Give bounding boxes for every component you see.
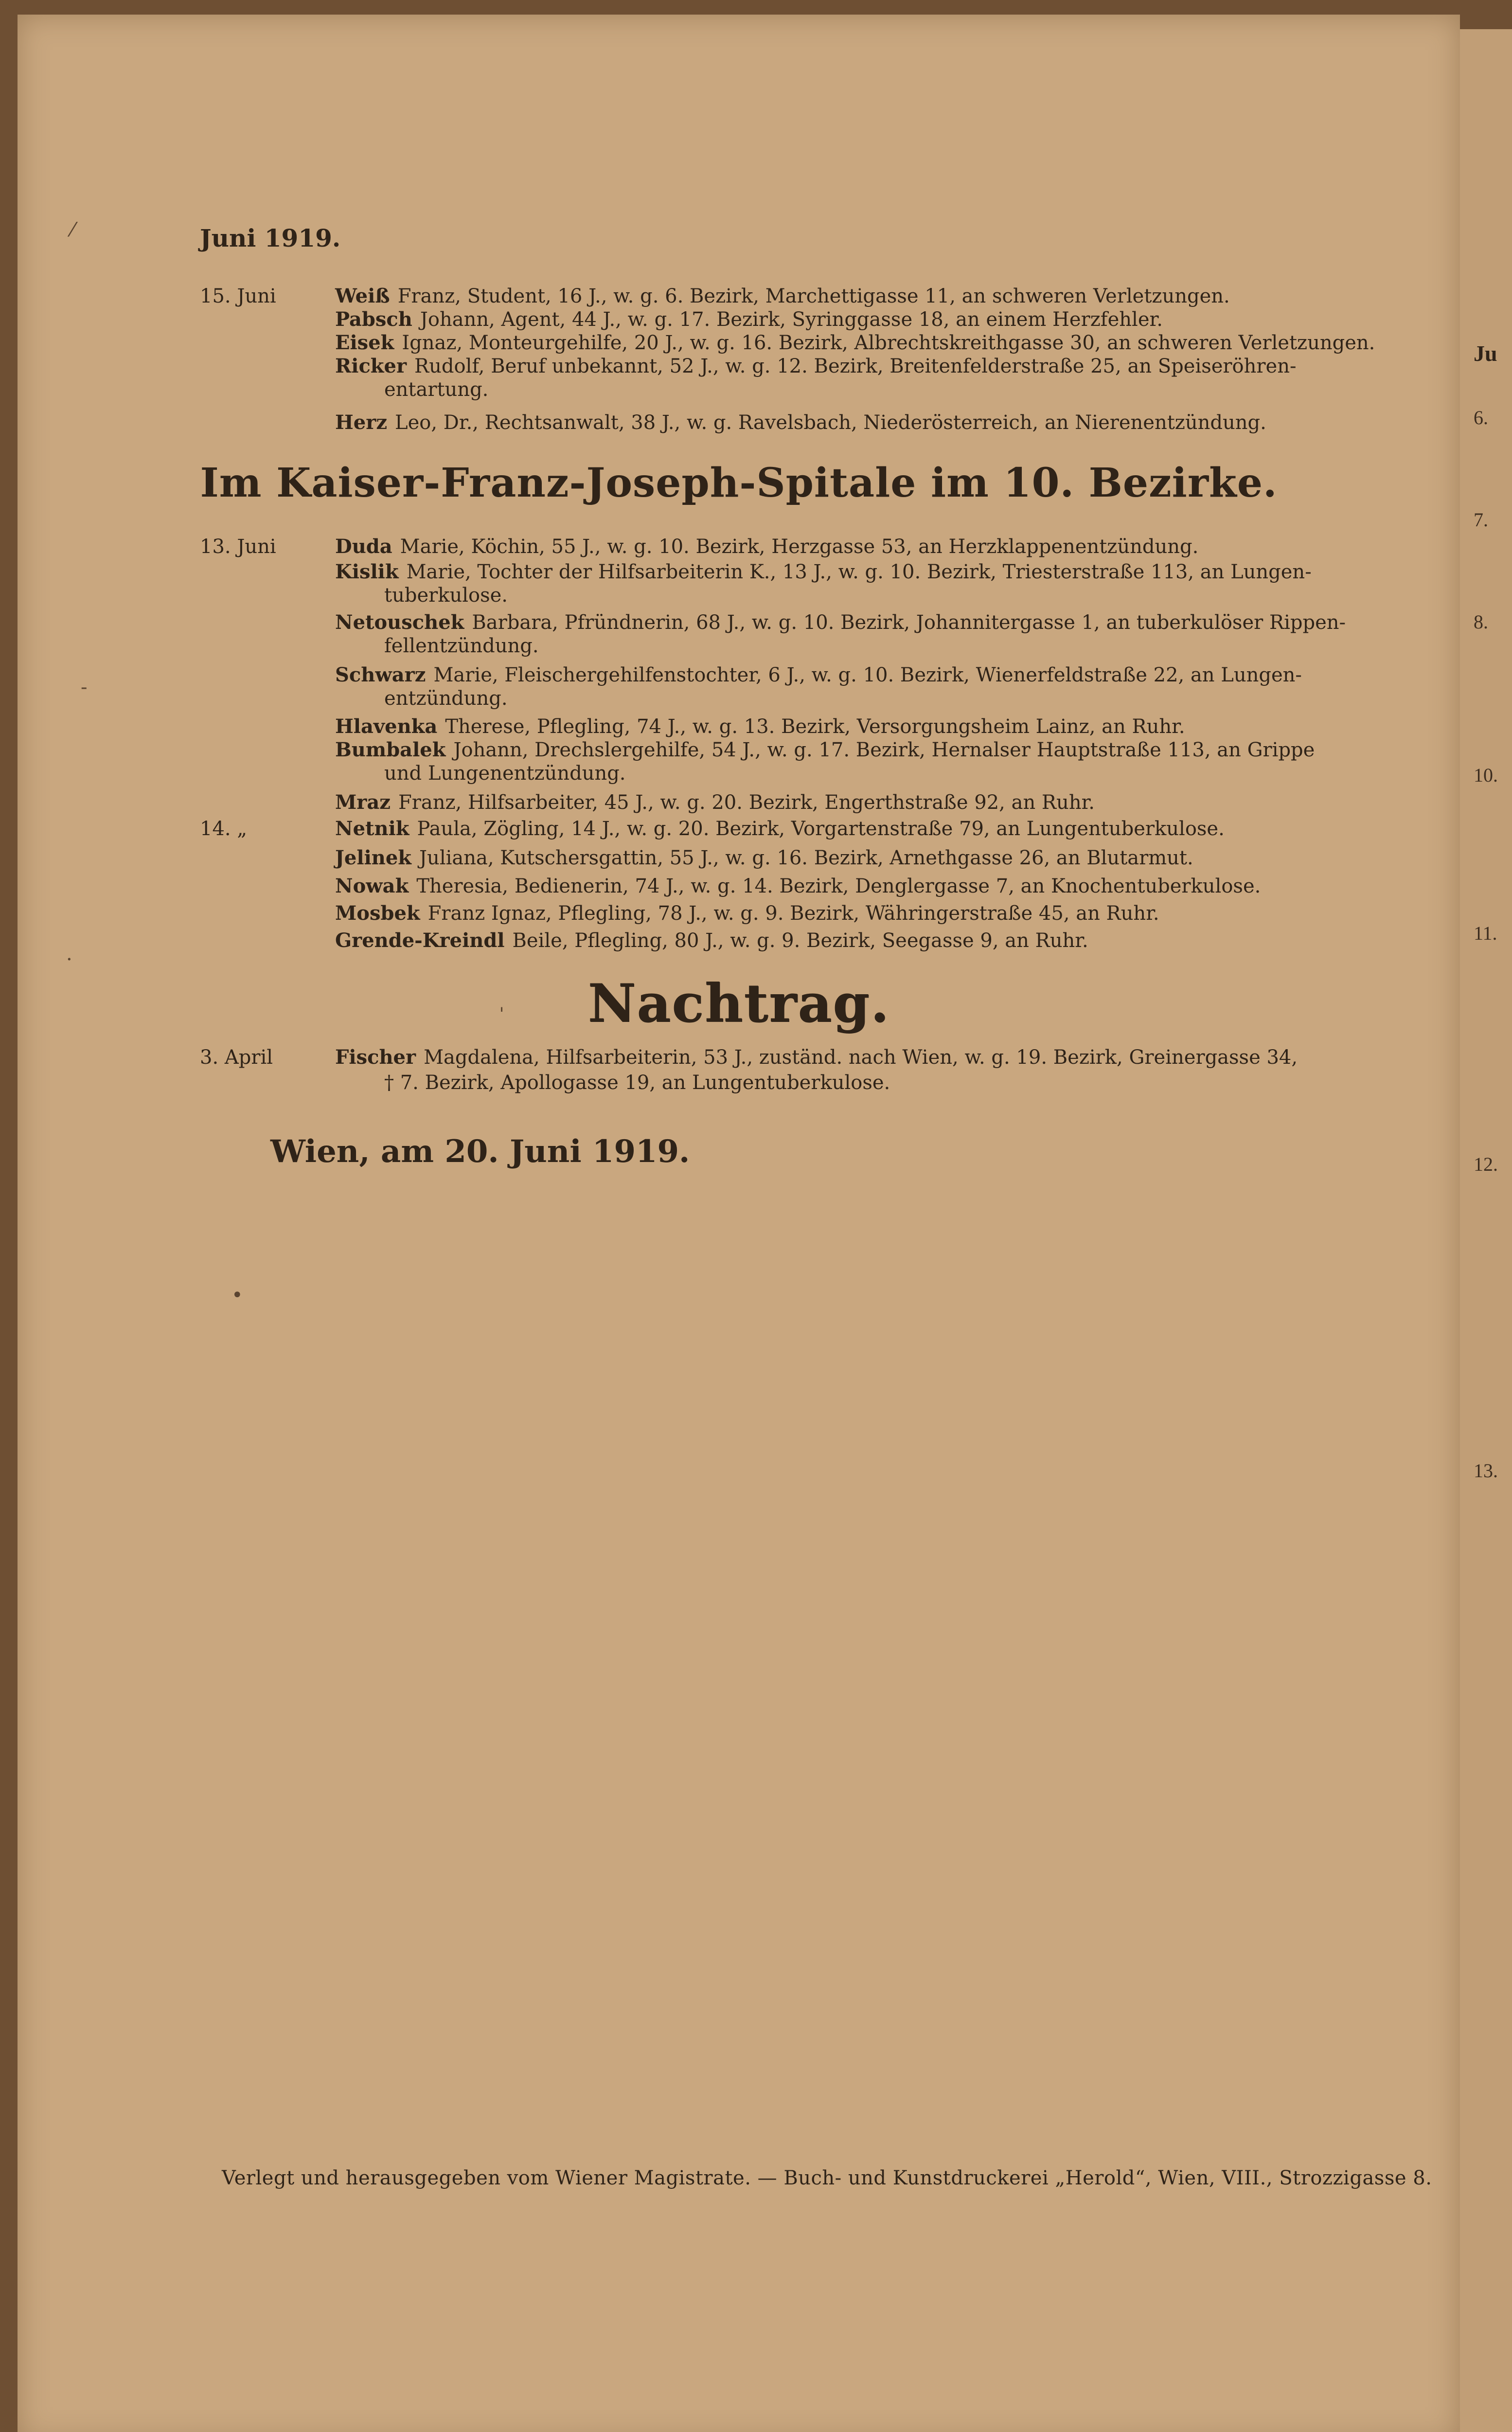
entry-name: Netnik <box>335 817 409 840</box>
entry-continuation: entartung. <box>384 378 489 401</box>
next-page-edge <box>1454 29 1512 2432</box>
pencil-mark: · <box>66 948 72 971</box>
entry-date: 14. „ <box>200 818 248 840</box>
page-header-month: Juni 1919. <box>200 224 341 252</box>
entry-text: Paula, Zögling, 14 J., w. g. 20. Bezirk, Vorgartenstraße 79, an Lungentuberkulose. <box>417 818 1225 840</box>
entry-date: 13. Juni <box>200 536 276 558</box>
entry-name: Nowak <box>335 875 409 897</box>
entry-text: Johann, Drechslergehilfe, 54 J., w. g. 17. Bezirk, Hernalser Hauptstraße 113, an Grippe <box>453 739 1315 761</box>
document-page <box>18 15 1460 2432</box>
edge-page-number: 8. <box>1474 611 1488 633</box>
entry-text: Franz Ignaz, Pflegling, 78 J., w. g. 9. Bezirk, Währingerstraße 45, an Ruhr. <box>427 902 1159 925</box>
entry-date: 3. April <box>200 1046 273 1069</box>
entry-text: Franz, Hilfsarbeiter, 45 J., w. g. 20. Bezirk, Engerthstraße 92, an Ruhr. <box>398 791 1095 814</box>
entry-name: Kislik <box>335 560 399 583</box>
supplement-title: Nachtrag. <box>587 973 890 1034</box>
entry-name: Schwarz <box>335 663 426 686</box>
entry-text: Rudolf, Beruf unbekannt, 52 J., w. g. 12. Bezirk, Breitenfelderstraße 25, an Speiseröhren- <box>414 355 1297 377</box>
entry-name: Duda <box>335 535 392 558</box>
edge-page-number: 10. <box>1474 764 1498 786</box>
entry-continuation: † 7. Bezirk, Apollogasse 19, an Lungentuberkulose. <box>384 1072 890 1094</box>
entry-text: Beile, Pflegling, 80 J., w. g. 9. Bezirk, Seegasse 9, an Ruhr. <box>512 930 1088 952</box>
edge-page-heading: Ju <box>1474 341 1497 366</box>
entry-continuation: tuberkulose. <box>384 584 508 607</box>
entry-name: Mosbek <box>335 902 420 925</box>
entry-text: Franz, Student, 16 J., w. g. 6. Bezirk, Marchettigasse 11, an schweren Verletzungen. <box>397 285 1230 307</box>
entry-text: Theresia, Bedienerin, 74 J., w. g. 14. Bezirk, Denglergasse 7, an Knochentuberkulose. <box>416 875 1261 897</box>
entry-name: Netouschek <box>335 611 464 634</box>
entry-text: Leo, Dr., Rechtsanwalt, 38 J., w. g. Ravelsbach, Niederösterreich, an Nierenentzündung. <box>395 411 1266 434</box>
entry-date: 15. Juni <box>200 285 276 307</box>
entry-continuation: und Lungenentzündung. <box>384 762 626 785</box>
entry-name: Mraz <box>335 791 391 814</box>
entry-text: Juliana, Kutschersgattin, 55 J., w. g. 16. Bezirk, Arnethgasse 26, an Blutarmut. <box>419 847 1193 869</box>
entry-name: Weiß <box>335 285 390 307</box>
edge-page-number: 11. <box>1474 922 1497 944</box>
entry-name: Grende-Kreindl <box>335 929 505 952</box>
closing-place-date: Wien, am 20. Juni 1919. <box>270 1133 690 1170</box>
ink-dot: • <box>231 1284 243 1306</box>
entry-text: Marie, Tochter der Hilfsarbeiterin K., 13 J., w. g. 10. Bezirk, Triesterstraße 113, an Lungen- <box>406 561 1312 583</box>
edge-page-number: 6. <box>1474 407 1488 429</box>
entry-name: Bumbalek <box>335 738 446 761</box>
entry-name: Fischer <box>335 1046 416 1069</box>
edge-page-number: 7. <box>1474 509 1488 531</box>
entry-name: Eisek <box>335 331 394 354</box>
edge-page-number: 13. <box>1474 1460 1498 1482</box>
edge-page-number: 12. <box>1474 1153 1498 1175</box>
pencil-mark: ‐ <box>81 676 88 698</box>
entry-text: Marie, Fleischergehilfenstochter, 6 J., w. g. 10. Bezirk, Wienerfeldstraße 22, an Lungen- <box>433 664 1302 686</box>
entry-text: Ignaz, Monteurgehilfe, 20 J., w. g. 16. Bezirk, Albrechtskreithgasse 30, an schweren Verletzungen. <box>402 332 1375 354</box>
pencil-mark: ⁄ <box>71 219 74 241</box>
entry-text: Barbara, Pfründnerin, 68 J., w. g. 10. Bezirk, Johannitergasse 1, an tuberkulöser Rippen- <box>472 611 1346 634</box>
entry-text: Therese, Pflegling, 74 J., w. g. 13. Bezirk, Versorgungsheim Lainz, an Ruhr. <box>445 715 1185 738</box>
entry-name: Jelinek <box>335 846 412 869</box>
publisher-footer: Verlegt und herausgegeben vom Wiener Magistrate. — Buch- und Kunstdruckerei „Herold“, Wien, VIII., Strozzigasse 8. <box>222 2167 1432 2189</box>
entry-name: Pabsch <box>335 308 412 331</box>
entry-text: Johann, Agent, 44 J., w. g. 17. Bezirk, Syringgasse 18, an einem Herzfehler. <box>420 308 1163 331</box>
entry-text: Marie, Köchin, 55 J., w. g. 10. Bezirk, Herzgasse 53, an Herzklappenentzündung. <box>400 536 1199 558</box>
pencil-mark: ˈ <box>499 1004 504 1027</box>
entry-name: Herz <box>335 411 388 434</box>
entry-name: Ricker <box>335 355 407 377</box>
entry-name: Hlavenka <box>335 715 438 738</box>
section-title: Im Kaiser-Franz-Joseph-Spitale im 10. Bezirke. <box>200 460 1278 506</box>
entry-continuation: fellentzündung. <box>384 635 539 657</box>
entry-text: Magdalena, Hilfsarbeiterin, 53 J., zuständ. nach Wien, w. g. 19. Bezirk, Greinergasse 34, <box>424 1046 1298 1069</box>
entry-continuation: entzündung. <box>384 687 508 710</box>
